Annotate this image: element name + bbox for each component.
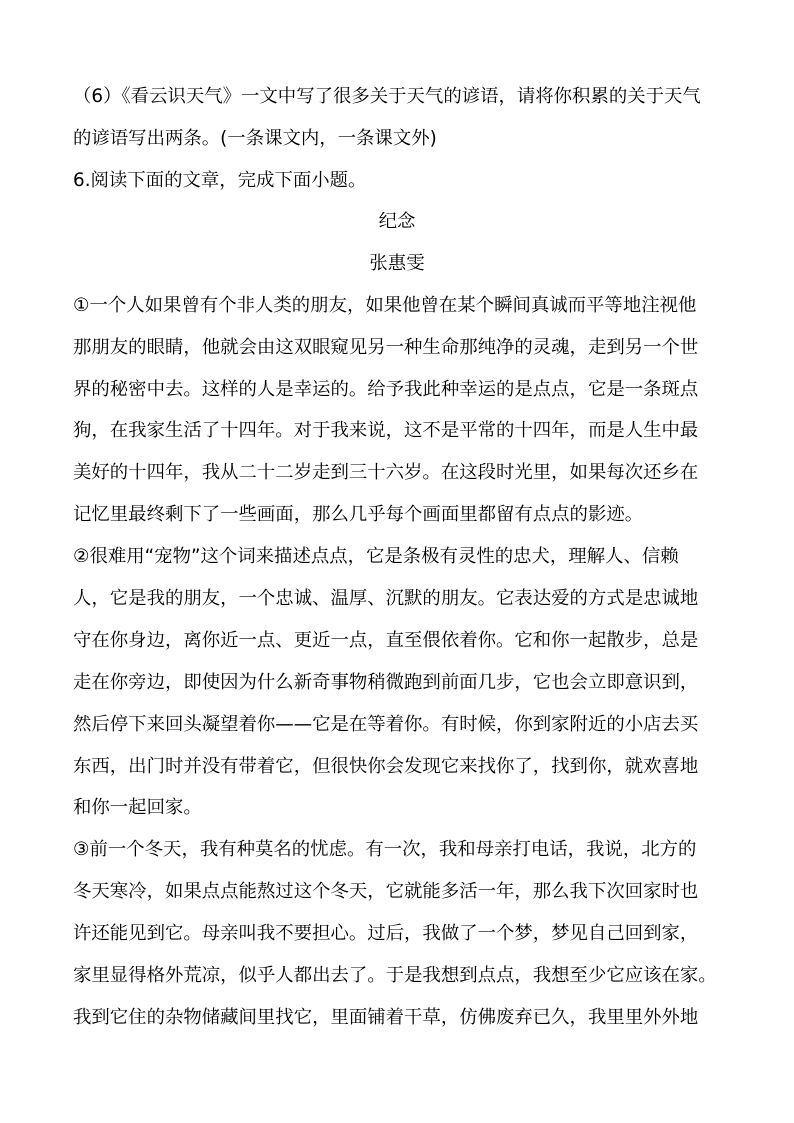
article-line: 走在你旁边，即使因为什么新奇事物稍微跑到前面几步，它也会立即意识到， [73, 672, 699, 693]
article-line: 我到它住的杂物储藏间里找它，里面铺着干草，仿佛废弃已久，我里里外外地 [73, 1007, 699, 1028]
article-line: ①一个人如果曾有个非人类的朋友，如果他曾在某个瞬间真诚而平等地注视他 [73, 295, 697, 316]
article-line: 人，它是我的朋友，一个忠诚、温厚、沉默的朋友。它表达爱的方式是忠诚地 [73, 588, 699, 609]
article-line: 然后停下来回头凝望着你——它是在等着你。有时候，你到家附近的小店去买 [73, 714, 699, 735]
article-line: 界的秘密中去。这样的人是幸运的。给予我此种幸运的是点点，它是一条斑点 [73, 379, 699, 400]
article-line: 那朋友的眼睛，他就会由这双眼窥见另一种生命那纯净的灵魂，走到另一个世 [73, 337, 699, 358]
article-line: ③前一个冬天，我有种莫名的忧虑。有一次，我和母亲打电话，我说，北方的 [73, 839, 697, 860]
article-line: 家里显得格外荒凉，似乎人都出去了。于是我想到点点，我想至少它应该在家。 [73, 965, 717, 986]
article-line: 守在你身边，离你近一点、更近一点，直至偎依着你。它和你一起散步，总是 [73, 630, 699, 651]
article-line: 和你一起回家。 [73, 797, 202, 818]
question-6-line-2: 的谚语写出两条。(一条课文内，一条课文外) [73, 128, 437, 149]
article-line: 狗，在我家生活了十四年。对于我来说，这不是平常的十四年，而是人生中最 [73, 420, 699, 441]
article-line: 冬天寒冷，如果点点能熬过这个冬天，它就能多活一年，那么我下次回家时也 [73, 881, 699, 902]
article-line: 许还能见到它。母亲叫我不要担心。过后，我做了一个梦，梦见自己回到家， [73, 923, 699, 944]
article-line: ②很难用“宠物”这个词来描述点点，它是条极有灵性的忠犬，理解人、信赖 [73, 546, 679, 567]
article-line: 美好的十四年，我从二十二岁走到三十六岁。在这段时光里，如果每次还乡在 [73, 462, 699, 483]
question-6-line-1: （6）《看云识天气》一文中写了很多关于天气的谚语，请将你积累的关于天气 [73, 86, 701, 107]
article-line: 记忆里最终剩下了一些画面，那么几乎每个画面里都留有点点的影迹。 [73, 504, 644, 525]
article-line: 东西，出门时并没有带着它，但很快你会发现它来找你了，找到你，就欢喜地 [73, 756, 699, 777]
section-6-heading: 6.阅读下面的文章，完成下面小题。 [73, 170, 367, 191]
article-author: 张惠雯 [369, 253, 425, 274]
article-title: 纪念 [378, 211, 416, 232]
